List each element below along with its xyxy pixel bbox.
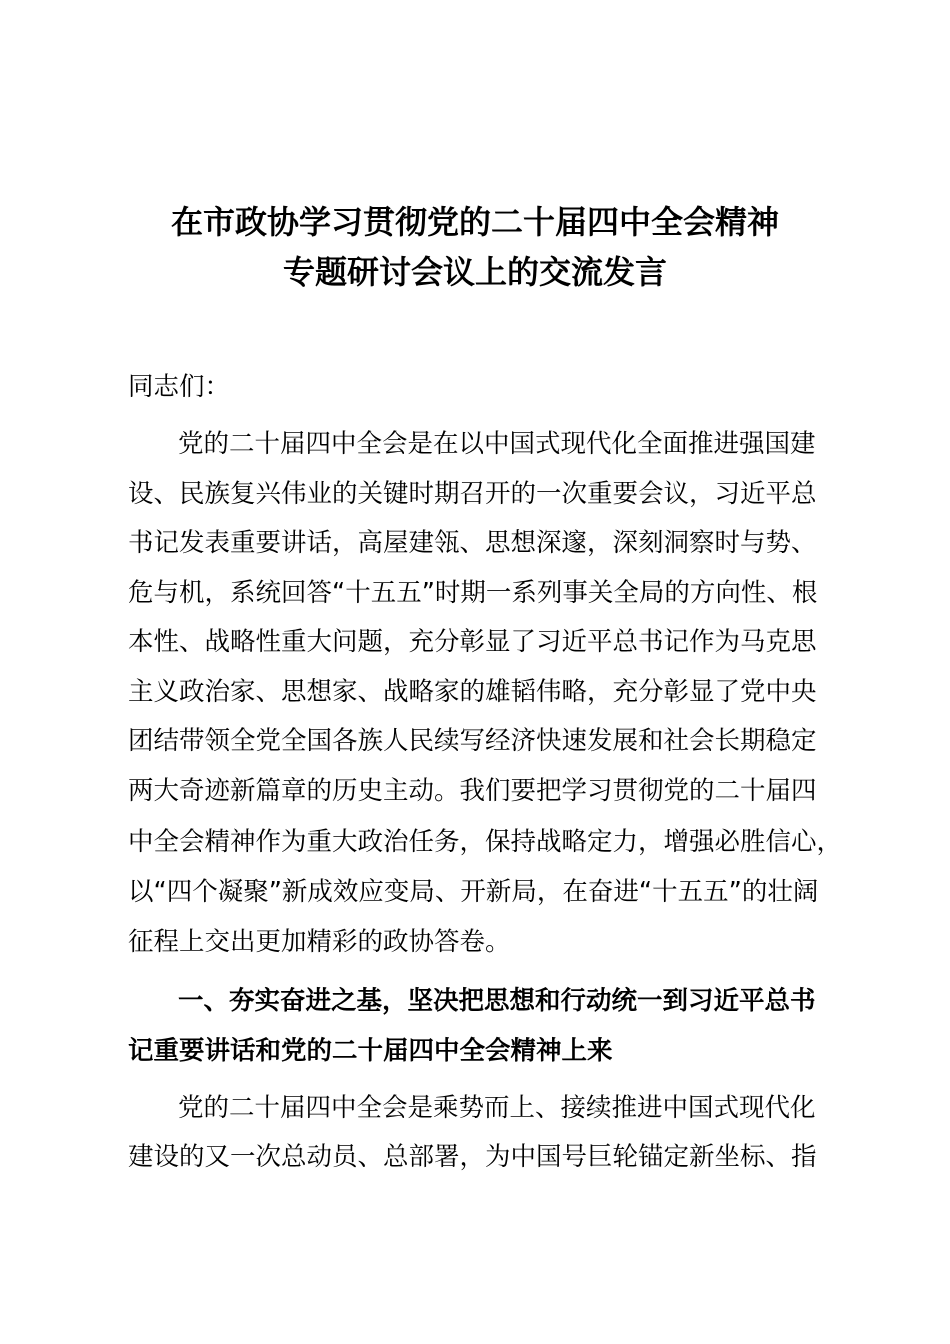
text-line: 团结带领全党全国各族人民续写经济快速发展和社会长期稳定 xyxy=(128,726,817,756)
text-line: 党的二十届四中全会是在以中国式现代化全面推进强国建 xyxy=(178,429,816,459)
text-line: 本性、战略性重大问题，充分彰显了习近平总书记作为马克思 xyxy=(128,627,817,657)
heading-line: 记重要讲话和党的二十届四中全会精神上来 xyxy=(128,1036,613,1066)
text-line: 中全会精神作为重大政治任务，保持战略定力，增强必胜信心， xyxy=(128,827,843,857)
text-line: 主义政治家、思想家、战略家的雄韬伟略，充分彰显了党中央 xyxy=(128,677,817,707)
heading-line: 一、夯实奋进之基，坚决把思想和行动统一到习近平总书 xyxy=(178,986,816,1016)
text-line: 危与机，系统回答“十五五”时期一系列事关全局的方向性、根 xyxy=(128,578,818,608)
text-line: 党的二十届四中全会是乘势而上、接续推进中国式现代化 xyxy=(178,1093,816,1123)
text-line: 设、民族复兴伟业的关键时期召开的一次重要会议，习近平总 xyxy=(128,479,817,509)
text-line: 两大奇迹新篇章的历史主动。我们要把学习贯彻党的二十届四 xyxy=(128,776,817,806)
text-line: 建设的又一次总动员、总部署，为中国号巨轮锚定新坐标、指 xyxy=(128,1142,817,1172)
text-line: 征程上交出更加精彩的政协答卷。 xyxy=(128,927,511,957)
text-line: 书记发表重要讲话，高屋建瓴、思想深邃，深刻洞察时与势、 xyxy=(128,528,817,558)
document-title-line-2: 专题研讨会议上的交流发言 xyxy=(282,253,667,291)
salutation: 同志们： xyxy=(128,372,231,402)
document-title-line-1: 在市政协学习贯彻党的二十届四中全会精神 xyxy=(170,203,779,241)
text-line: 以“四个凝聚”新成效应变局、开新局，在奋进“十五五”的壮阔 xyxy=(128,877,819,907)
